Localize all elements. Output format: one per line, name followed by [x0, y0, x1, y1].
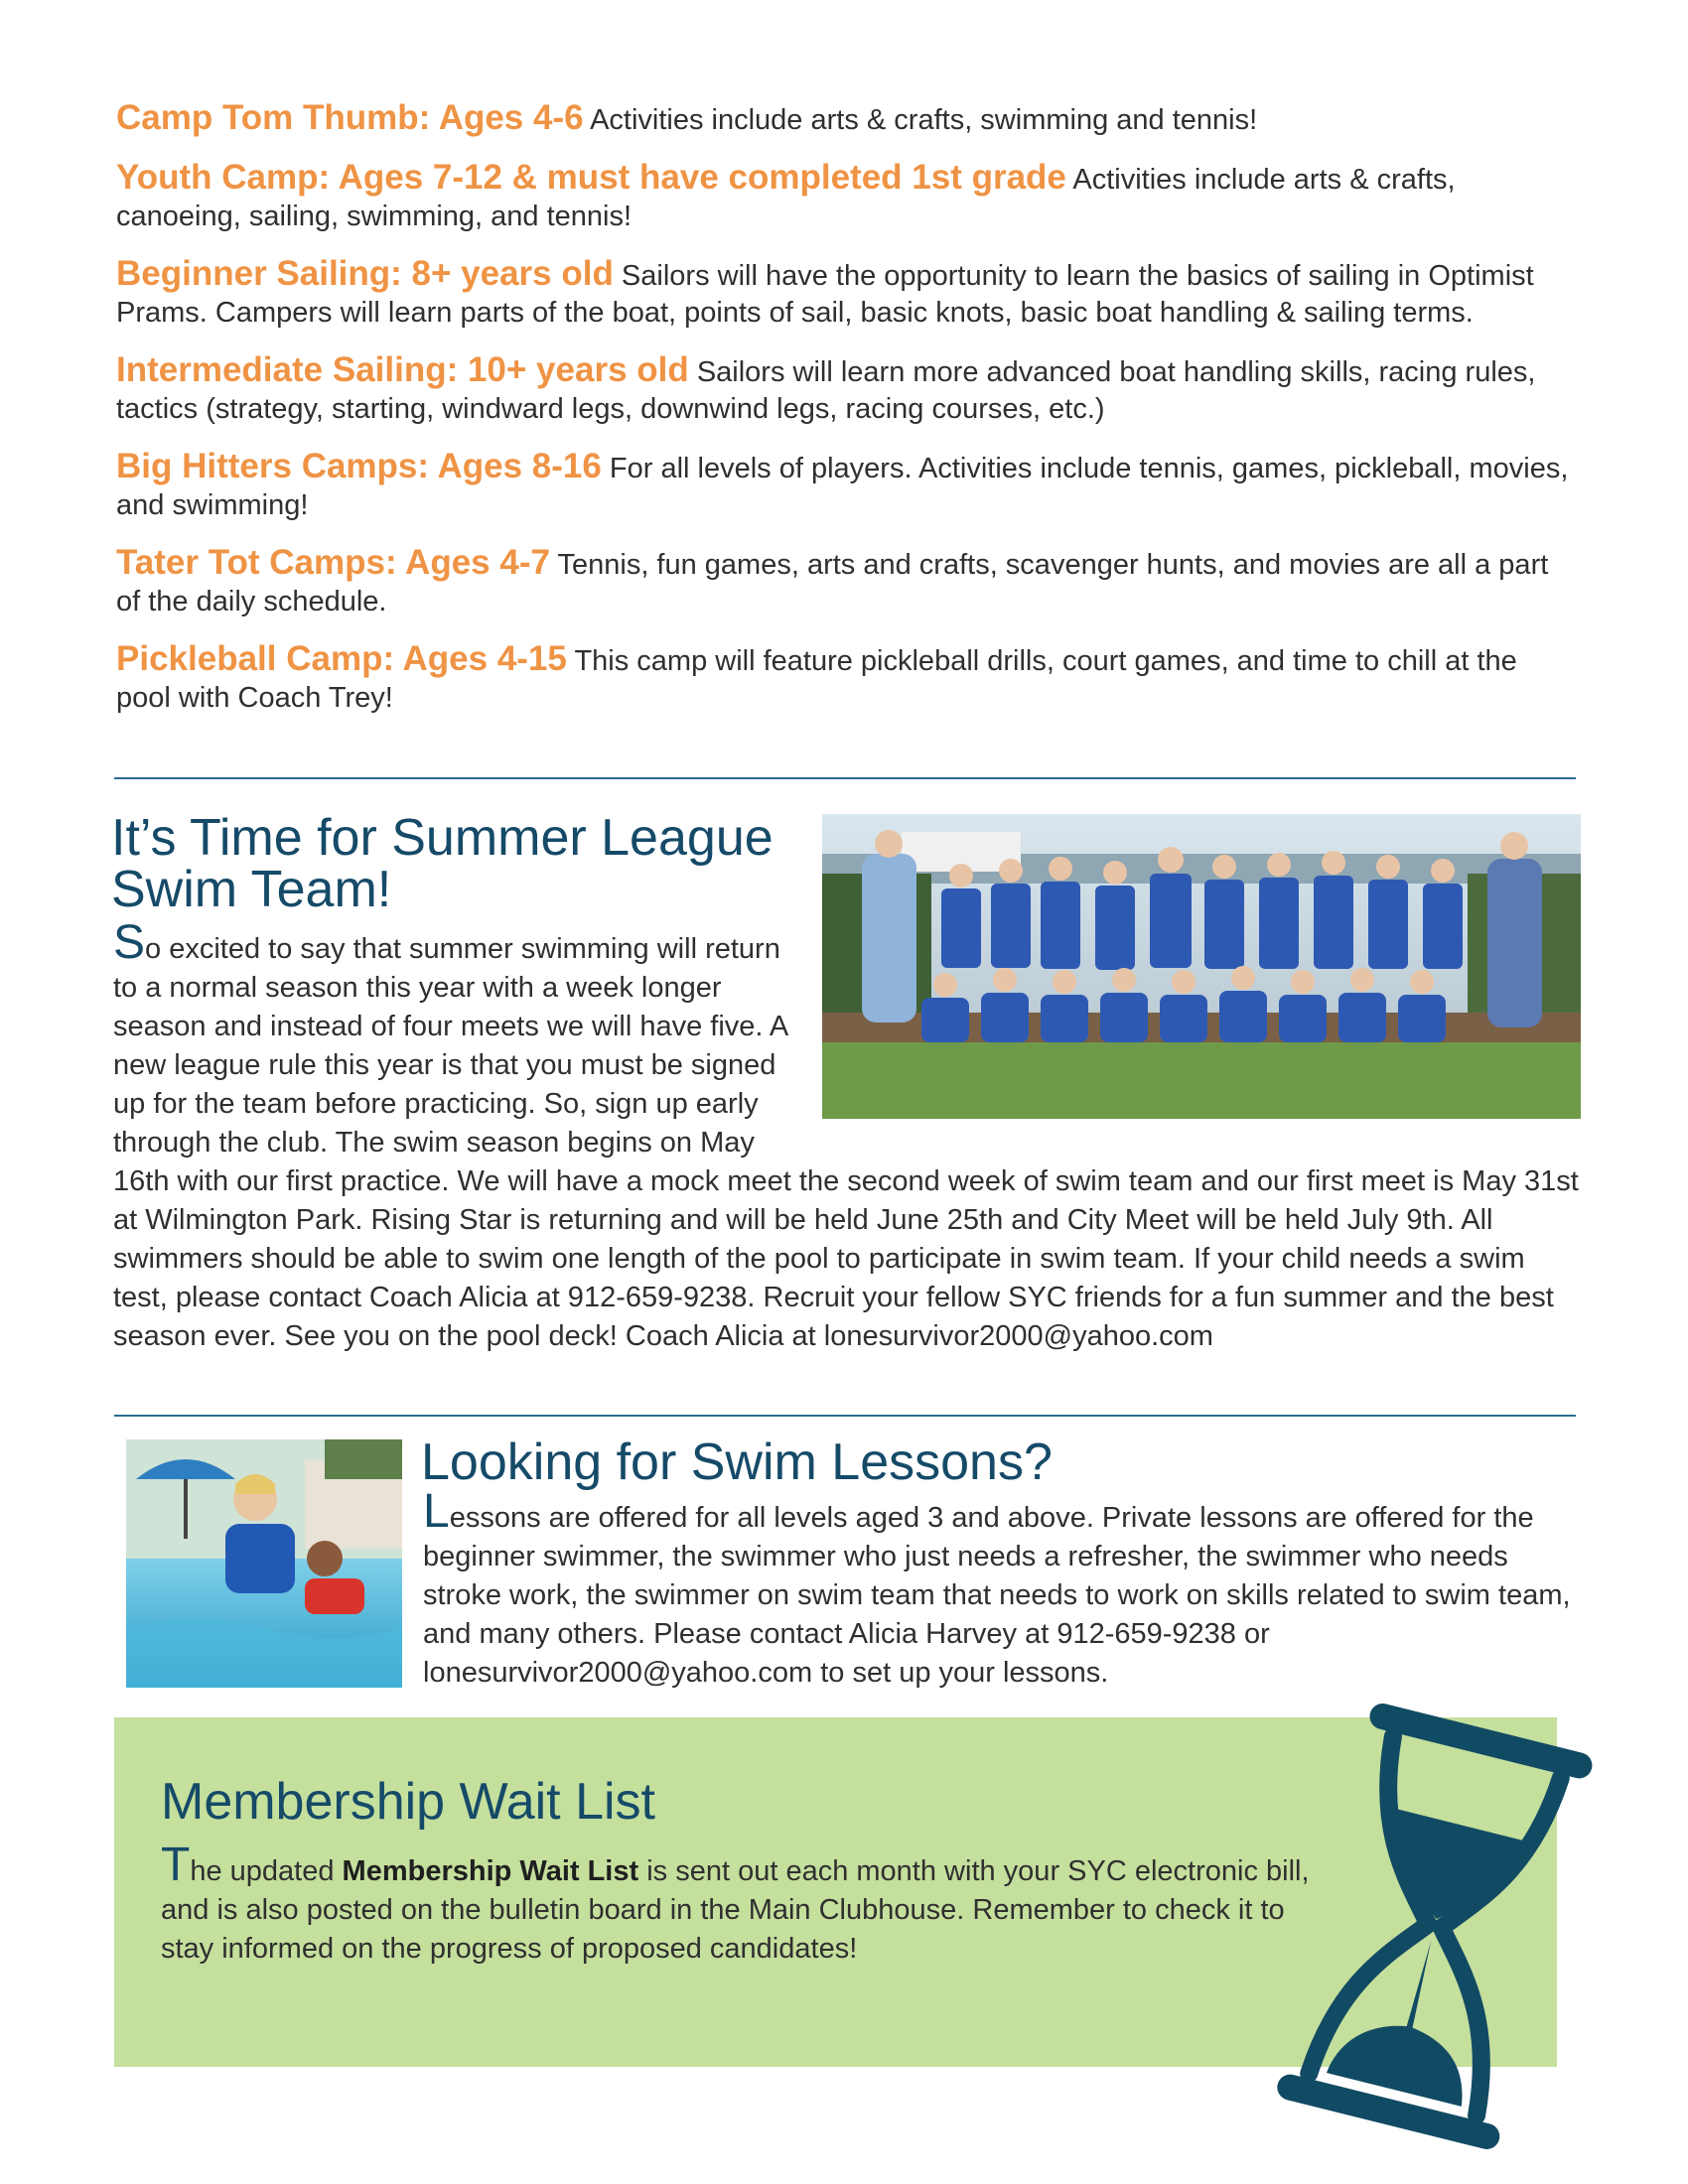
camp-item — [116, 448, 1576, 524]
camp-desc: Activities include arts & crafts, canoeing, sailing, swimming, and tennis! — [116, 164, 1456, 232]
wait-list-emphasis: Membership Wait List — [342, 1855, 639, 1887]
camp-desc: Sailors will have the opportunity to learn the basics of sailing in Optimist Prams. Campers will learn parts of the boat, points of sail, basic knots, basic boat handling & sailing terms. — [116, 260, 1534, 329]
camp-item — [116, 255, 1576, 332]
camp-title: Big Hitters Camps: Ages 8-16 — [116, 447, 602, 485]
lessons-heading: Looking for Swim Lessons? — [421, 1433, 1053, 1491]
camp-desc: This camp will feature pickleball drills, court games, and time to chill at the pool with Coach Trey! — [116, 645, 1517, 714]
camp-item — [116, 640, 1576, 717]
camp-title: Intermediate Sailing: 10+ years old — [116, 350, 689, 389]
swim-lesson-photo — [126, 1439, 402, 1688]
camp-title: Tater Tot Camps: Ages 4-7 — [116, 543, 550, 582]
camp-title: Pickleball Camp: Ages 4-15 — [116, 639, 567, 678]
wait-list-text-post: is sent out each month with your SYC electronic bill, and is also posted on the bulletin board in the Main Clubhouse. Remember to check it to stay informed on the progress of proposed candidates! — [161, 1855, 1310, 1965]
wait-list-heading: Membership Wait List — [161, 1773, 655, 1831]
camp-desc: Activities include arts & crafts, swimming and tennis! — [590, 104, 1258, 136]
hourglass-icon — [1261, 1703, 1609, 2149]
camp-desc: Sailors will learn more advanced boat handling skills, racing rules, tactics (strategy, starting, windward legs, downwind legs, racing courses, etc.) — [116, 356, 1536, 425]
camp-desc: Tennis, fun games, arts and crafts, scavenger hunts, and movies are all a part of the daily schedule. — [116, 549, 1549, 617]
dropcap: S — [113, 916, 146, 969]
camp-item — [116, 351, 1576, 428]
camp-item — [116, 159, 1576, 235]
camp-item — [116, 99, 1576, 139]
lessons-paragraph: essons are offered for all levels aged 3 and above. Private lessons are offered for the beginner swimmer, the swimmer who just needs a refresher, the swimmer who needs stroke work, the swimmer on swim team that needs to work on skills related to swim team, and many others. Please contact Alicia Harvey at 912-659-9238 or lonesurvivor2000@yahoo.com to set up your lessons. — [423, 1502, 1571, 1689]
dropcap: L — [423, 1485, 450, 1538]
wait-list-body — [161, 1839, 1342, 1969]
section-divider — [114, 1415, 1576, 1417]
swim-team-body — [113, 916, 1581, 1356]
camp-desc: For all levels of players. Activities include tennis, games, pickleball, movies, and swimming! — [116, 453, 1569, 521]
camp-title: Youth Camp: Ages 7-12 & must have completed 1st grade — [116, 158, 1066, 197]
swim-team-paragraph: o excited to say that summer swimming will return to a normal season this year with a week longer season and instead of four meets we will have five. A new league rule this year is that you must be signed up for the team before practicing. So, sign up early through the club. The swim season begins on May 16th with our first practice. We will have a mock meet the second week of swim team and our first meet is May 31st at Wilmington Park. Rising Star is returning and will be held June 25th and City Meet will be held July 9th. All swimmers should be able to swim one length of the pool to participate in swim team. If your child needs a swim test, please contact Coach Alicia at 912-659-9238. Recruit your fellow SYC friends for a fun summer and the best season ever. See you on the pool deck! Coach Alicia at lonesurvivor2000@yahoo.com — [113, 933, 1579, 1352]
dropcap: T — [161, 1839, 191, 1891]
lessons-body — [423, 1485, 1575, 1693]
camp-title: Beginner Sailing: 8+ years old — [116, 254, 614, 293]
camp-list — [116, 99, 1576, 737]
swim-team-heading: It’s Time for Summer League Swim Team! — [111, 809, 774, 918]
camp-title: Camp Tom Thumb: Ages 4-6 — [116, 98, 584, 137]
group-photo — [822, 814, 1581, 1119]
wait-list-text-pre: he updated — [190, 1855, 343, 1887]
camp-item — [116, 544, 1576, 620]
section-divider — [114, 777, 1576, 779]
